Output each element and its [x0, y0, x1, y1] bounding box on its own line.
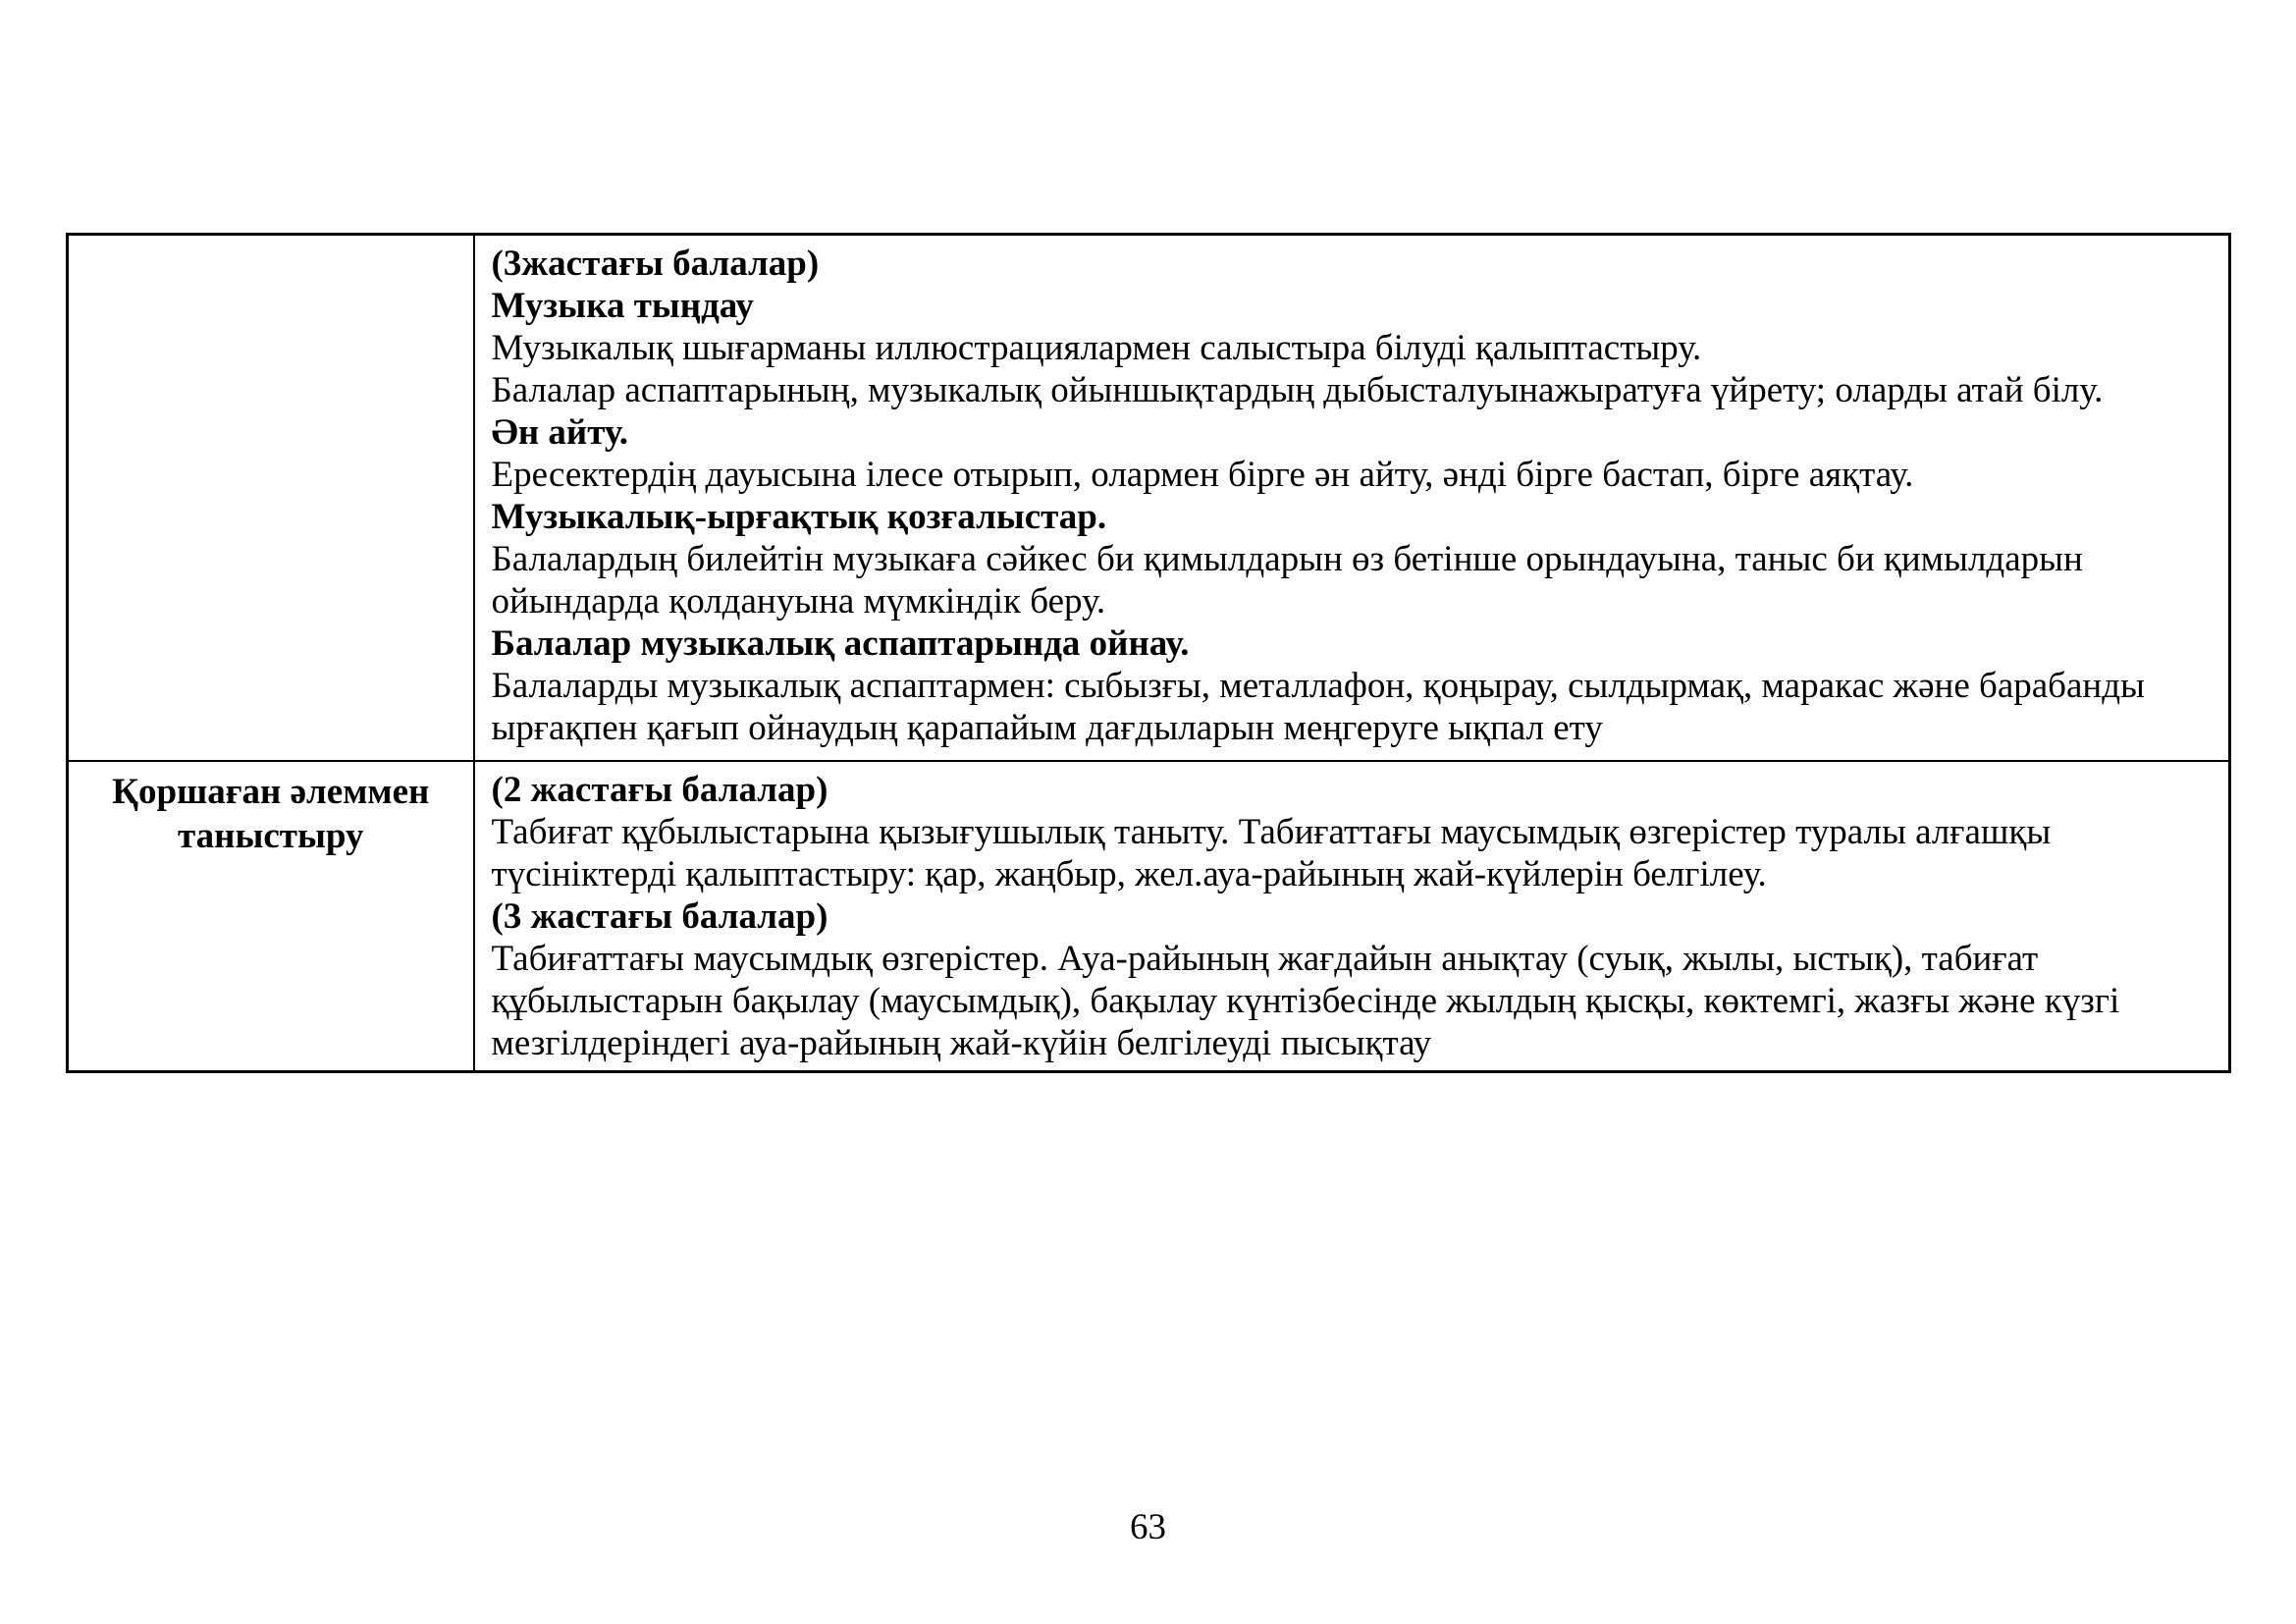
- section-text: Табиғат құбылыстарына қызығушылық таныту. Табиғаттағы маусымдық өзгерістер туралы алғашқы түсініктерді қалыптастыру: қар, жаңбыр, жел.ауа-райының жай-күйлерін белгілеу.: [491, 811, 2052, 894]
- content-table: [66, 233, 2231, 1073]
- section-text: Табиғаттағы маусымдық өзгерістер. Ауа-райының жағдайын анықтау (суық, жылы, ыстық), табиғат құбылыстарын бақылау (маусымдық), бақылау күнтізбесінде жылдың қысқы, көктемгі, жазғы және күзгі мезгілдеріндегі ауа-райының жай-күйін белгілеуді пысықтау: [491, 938, 2120, 1063]
- section-heading: Музыкалық-ырғақтық қозғалыстар.: [491, 497, 1107, 537]
- section-heading: Музыка тыңдау: [491, 286, 754, 326]
- activity-name-cell: Қоршаған әлеммен таныстыру: [68, 761, 474, 1072]
- page-number: 63: [1130, 1507, 1166, 1547]
- section-text: Музыкалық шығарманы иллюстрациялармен салыстыра білуді қалыптастыру.: [491, 328, 1702, 368]
- activity-content-cell: [474, 235, 2230, 761]
- section-heading: (3жастағы балалар): [491, 244, 820, 284]
- section-text: Балалардың билейтін музыкаға сәйкес би қимылдарын өз бетінше орындауына, таныс би қимылдарын ойындарда қолдануына мүмкіндік беру.: [491, 539, 2083, 622]
- section-heading: (3 жастағы балалар): [491, 895, 828, 937]
- section-text: Балалар аспаптарының, музыкалық ойыншықтардың дыбысталуынажыратуға үйрету; оларды атай білу.: [491, 370, 2104, 410]
- section-heading: Балалар музыкалық аспаптарында ойнау.: [491, 623, 1190, 664]
- section-heading: Ән айту.: [491, 412, 628, 453]
- table-row: [68, 761, 2230, 1072]
- table-row: [68, 235, 2230, 761]
- section-text: Балаларды музыкалық аспаптармен: сыбызғы, металлафон, қоңырау, сылдырмақ, маракас және барабанды ырғақпен қағып ойнаудың қарапайым дағдыларын меңгеруге ықпал ету: [491, 666, 2145, 748]
- table-body: [68, 235, 2230, 1072]
- section-heading: (2 жастағы балалар): [491, 769, 828, 810]
- section-text: Ересектердің дауысына ілесе отырып, олармен бірге ән айту, әнді бірге бастап, бірге аяқтау.: [491, 455, 1914, 495]
- activity-content-cell: [474, 761, 2230, 1072]
- activity-name-cell: [68, 235, 474, 761]
